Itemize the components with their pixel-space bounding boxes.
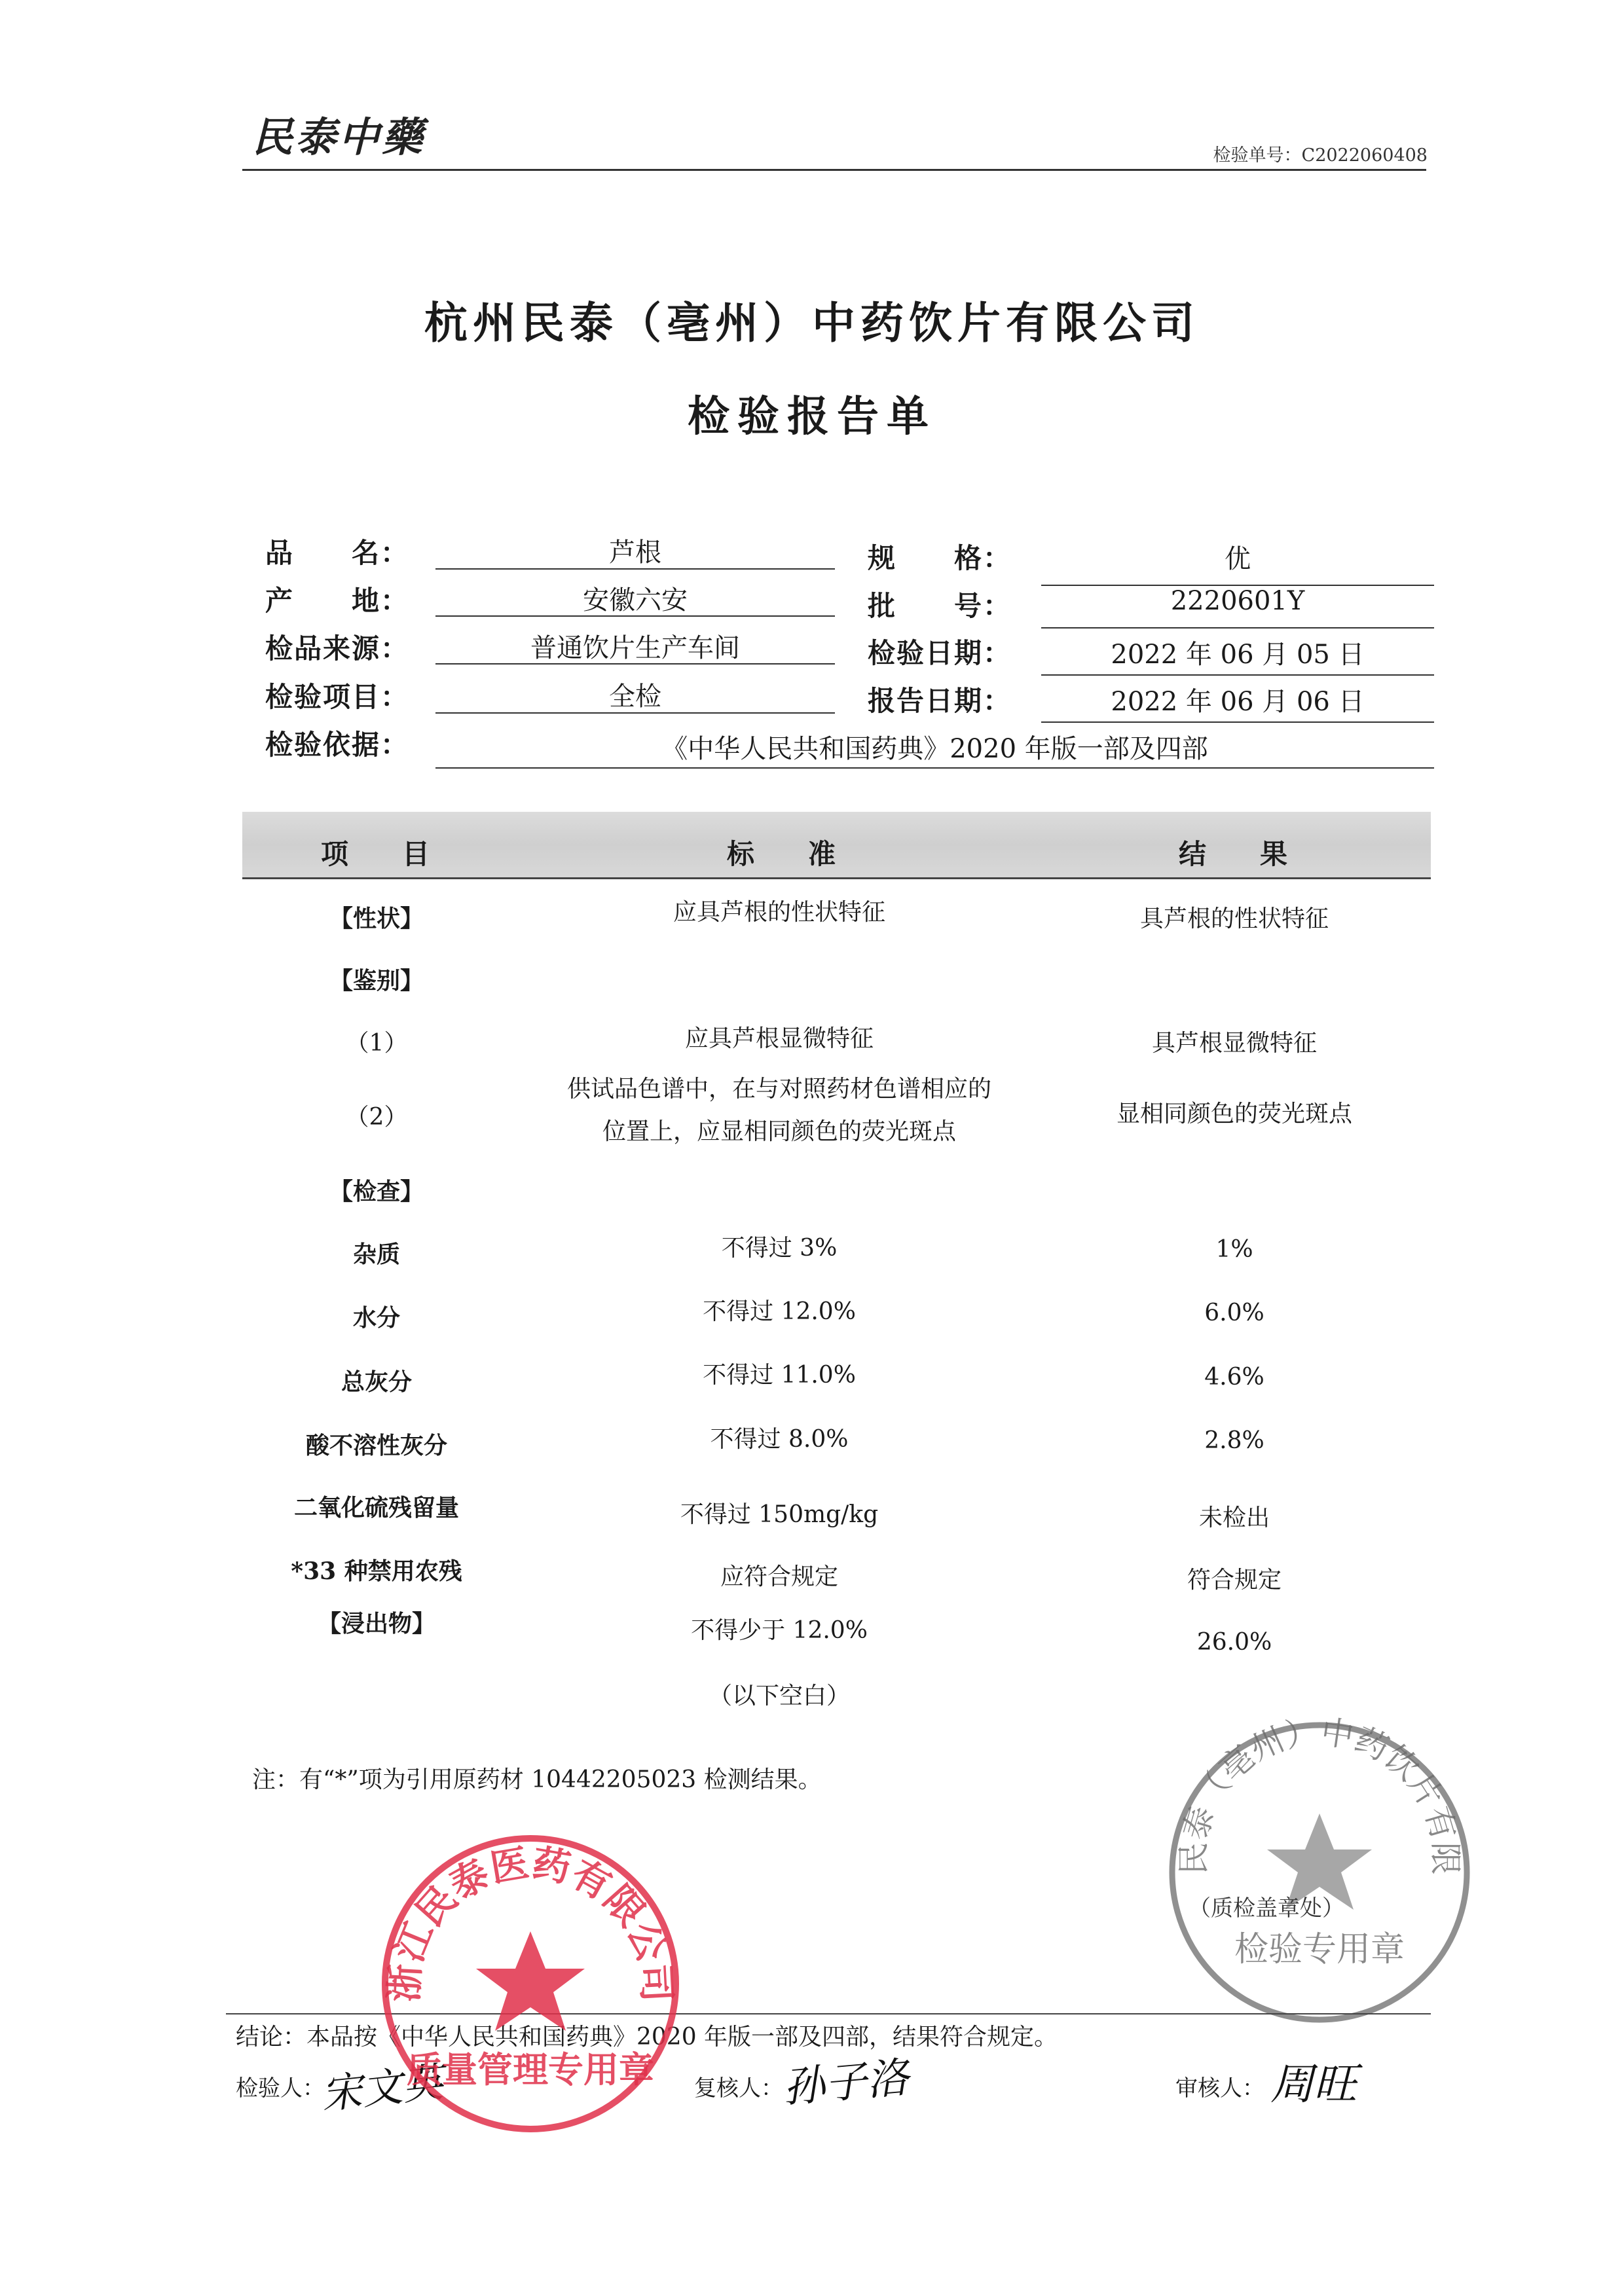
table-row-item: 【鉴别】 — [329, 967, 424, 994]
item-label: 检验项目： — [265, 681, 410, 713]
source-label: 检品来源： — [265, 632, 410, 665]
table-row-item: 【浸出物】 — [317, 1610, 435, 1637]
origin-value: 安徽六安 — [583, 585, 688, 615]
table-row-item: 二氧化硫残留量 — [293, 1494, 459, 1522]
name-value: 芦根 — [609, 538, 661, 568]
table-row-result: 2.8% — [1204, 1427, 1264, 1454]
source-underline — [435, 663, 835, 665]
table-row-standard: 供试品色谱中，在与对照药材色谱相应的 — [566, 1076, 991, 1102]
table-row-result: 具芦根显微特征 — [1151, 1030, 1317, 1057]
table-row-item: 【性状】 — [329, 905, 424, 932]
company-logo: 民泰中藥 — [252, 113, 426, 161]
table-header-divider — [242, 877, 1431, 879]
batch-label: 批 号： — [868, 590, 1012, 622]
table-row-item: 杂质 — [352, 1241, 400, 1268]
table-row-result: 6.0% — [1204, 1300, 1264, 1326]
inspection-stamp — [1162, 1715, 1477, 2030]
table-row-standard: 应符合规定 — [720, 1563, 838, 1590]
table-row-result: 1% — [1215, 1236, 1253, 1263]
table-row-standard: 不得过 150mg/kg — [680, 1501, 879, 1528]
table-row-standard: 不得过 12.0% — [703, 1298, 856, 1325]
origin-label: 产 地： — [265, 585, 410, 617]
report-date-label: 报告日期： — [868, 685, 1012, 717]
inspector-signature: 宋文英 — [319, 2058, 445, 2119]
table-row-result: 26.0% — [1196, 1629, 1272, 1656]
table-row-result: 显相同颜色的荧光斑点 — [1116, 1101, 1352, 1127]
basis-value: 《中华人民共和国药典》2020 年版一部及四部 — [661, 734, 1208, 764]
quality-stamp-bottom: 质量管理专用章 — [407, 2049, 654, 2090]
source-value: 普通饮片生产车间 — [530, 633, 740, 663]
spec-label: 规 格： — [868, 542, 1012, 574]
company-title: 杭州民泰（亳州）中药饮片有限公司 — [424, 297, 1200, 348]
batch-underline — [1041, 627, 1434, 629]
batch-value: 2220601Y — [1170, 586, 1305, 616]
blank-note: （以下空白） — [708, 1683, 850, 1709]
test-date-label: 检验日期： — [868, 637, 1012, 669]
report-date-underline — [1041, 721, 1434, 723]
table-row-item: *33 种禁用农残 — [291, 1558, 462, 1585]
table-row-standard: 不得过 3% — [721, 1235, 838, 1262]
reviewer-signature: 孙子洛 — [781, 2053, 911, 2113]
approver-signature: 周旺 — [1270, 2059, 1357, 2109]
table-row-item: （2） — [345, 1104, 408, 1131]
inspector-label: 检验人： — [236, 2075, 325, 2102]
table-row-result: 未检出 — [1198, 1504, 1270, 1531]
table-row-result: 具芦根的性状特征 — [1139, 905, 1329, 932]
table-row-standard-line2: 位置上，应显相同颜色的荧光斑点 — [602, 1118, 956, 1145]
quality-stamp — [377, 1830, 684, 2138]
test-date-underline — [1041, 674, 1434, 676]
table-row-result: 符合规定 — [1187, 1567, 1282, 1594]
table-row-item: 酸不溶性灰分 — [305, 1432, 447, 1459]
table-row-standard: 不得过 8.0% — [710, 1426, 849, 1453]
test-date-value: 2022 年 06 月 05 日 — [1111, 640, 1365, 670]
spec-value: 优 — [1225, 544, 1251, 574]
table-row-standard: 应具芦根显微特征 — [684, 1025, 874, 1052]
basis-label: 检验依据： — [265, 729, 410, 761]
reviewer-label: 复核人： — [694, 2075, 783, 2102]
table-row-item: （1） — [345, 1030, 408, 1057]
table-row-item: 水分 — [352, 1304, 400, 1332]
report-date-value: 2022 年 06 月 06 日 — [1111, 687, 1365, 717]
table-row-item: 【检查】 — [329, 1178, 424, 1205]
approver-label: 审核人： — [1175, 2075, 1264, 2102]
inspection-stamp-bottom: 检验专用章 — [1234, 1930, 1405, 1969]
item-value: 全检 — [609, 682, 661, 712]
col-header-item: 项 目 — [321, 838, 443, 870]
name-label: 品 名： — [265, 537, 410, 569]
col-header-result: 结 果 — [1179, 838, 1301, 870]
col-header-standard: 标 准 — [727, 838, 849, 870]
header-divider — [242, 169, 1426, 171]
table-row-result: 4.6% — [1204, 1364, 1264, 1391]
item-underline — [435, 712, 835, 714]
table-row-standard: 不得少于 12.0% — [691, 1617, 868, 1644]
origin-underline — [435, 615, 835, 617]
quality-stamp-text: 浙江民泰医药有限公司 — [381, 1840, 680, 2003]
document-title: 检验报告单 — [688, 392, 936, 441]
footnote: 注：有“*”项为引用原药材 10442205023 检测结果。 — [252, 1766, 822, 1793]
table-row-standard: 应具芦根的性状特征 — [673, 899, 885, 926]
inspection-stamp-text: 民泰（亳州）中药饮片有限 — [1174, 1715, 1465, 1875]
stamp-placement-hint: （质检盖章处） — [1189, 1895, 1344, 1922]
table-row-item: 总灰分 — [341, 1368, 412, 1396]
table-row-standard: 不得过 11.0% — [703, 1362, 856, 1389]
name-underline — [435, 568, 835, 570]
report-number: 检验单号：C2022060408 — [1213, 145, 1428, 166]
conclusion-text: 结论：本品按《中华人民共和国药典》2020 年版一部及四部，结果符合规定。 — [236, 2024, 1058, 2050]
basis-underline — [435, 767, 1434, 769]
